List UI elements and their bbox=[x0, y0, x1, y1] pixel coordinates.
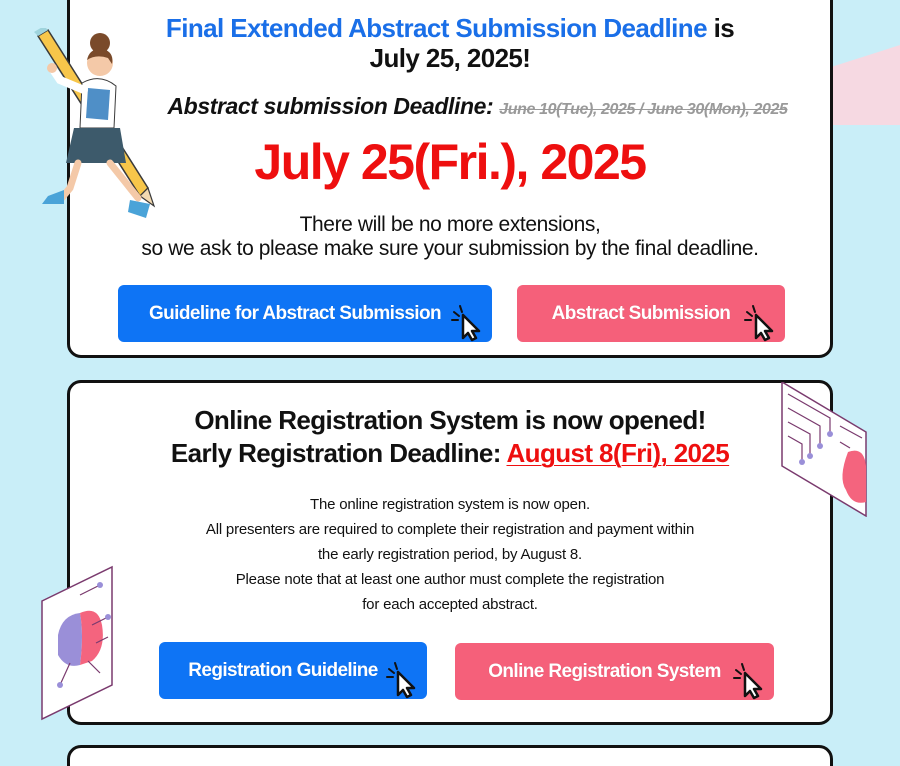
abstract-guideline-button[interactable] bbox=[118, 285, 492, 342]
registration-info-line: for each accepted abstract. bbox=[362, 596, 538, 613]
no-extension-note-line1: There will be no more extensions, bbox=[299, 213, 601, 236]
click-cursor-icon bbox=[448, 302, 488, 342]
abstract-deadline-card bbox=[67, 0, 833, 358]
abstract-guideline-button-label: Guideline for Abstract Submission bbox=[149, 302, 441, 324]
registration-guideline-button-label: Registration Guideline bbox=[188, 659, 378, 681]
no-extension-note-line2: so we ask to please make sure your submission by the final deadline. bbox=[141, 237, 759, 260]
title-suffix: is bbox=[706, 13, 735, 43]
abstract-submission-button[interactable] bbox=[517, 285, 785, 342]
click-cursor-icon bbox=[383, 659, 423, 699]
next-section-card bbox=[67, 745, 833, 766]
registration-card bbox=[67, 380, 833, 725]
abstract-deadline-title bbox=[70, 13, 830, 43]
online-registration-system-button[interactable] bbox=[455, 643, 774, 700]
abstract-submission-button-label: Abstract Submission bbox=[551, 302, 731, 324]
girl-with-pencil-illustration bbox=[30, 28, 160, 228]
title-highlight: Final Extended Abstract Submission Deadline bbox=[165, 13, 707, 43]
brain-circuit-illustration bbox=[40, 565, 115, 723]
deadline-label: Abstract submission Deadline: bbox=[167, 93, 494, 119]
early-registration-deadline bbox=[70, 438, 830, 469]
online-registration-system-button-label: Online Registration System bbox=[488, 660, 721, 682]
background-decoration bbox=[830, 45, 900, 125]
final-deadline-date: July 25(Fri.), 2025 bbox=[254, 134, 646, 190]
registration-info-line: All presenters are required to complete their registration and payment within bbox=[205, 521, 695, 538]
click-cursor-icon bbox=[730, 660, 770, 700]
old-deadline-dates: June 10(Tue), 2025 / June 30(Mon), 2025 bbox=[499, 101, 788, 118]
registration-info-line: the early registration period, by August 8. bbox=[317, 546, 583, 563]
registration-info-line: The online registration system is now open. bbox=[310, 496, 590, 513]
deadline-row bbox=[125, 93, 830, 120]
click-cursor-icon bbox=[741, 302, 781, 342]
registration-guideline-button[interactable] bbox=[159, 642, 427, 699]
registration-title: Online Registration System is now opened! bbox=[194, 405, 706, 435]
early-registration-date: August 8(Fri), 2025 bbox=[506, 438, 730, 468]
brain-circuit-illustration bbox=[780, 382, 870, 517]
early-registration-label: Early Registration Deadline: bbox=[170, 438, 507, 468]
registration-info-line: Please note that at least one author must complete the registration bbox=[235, 571, 665, 588]
abstract-deadline-title-date: July 25, 2025! bbox=[369, 43, 531, 73]
